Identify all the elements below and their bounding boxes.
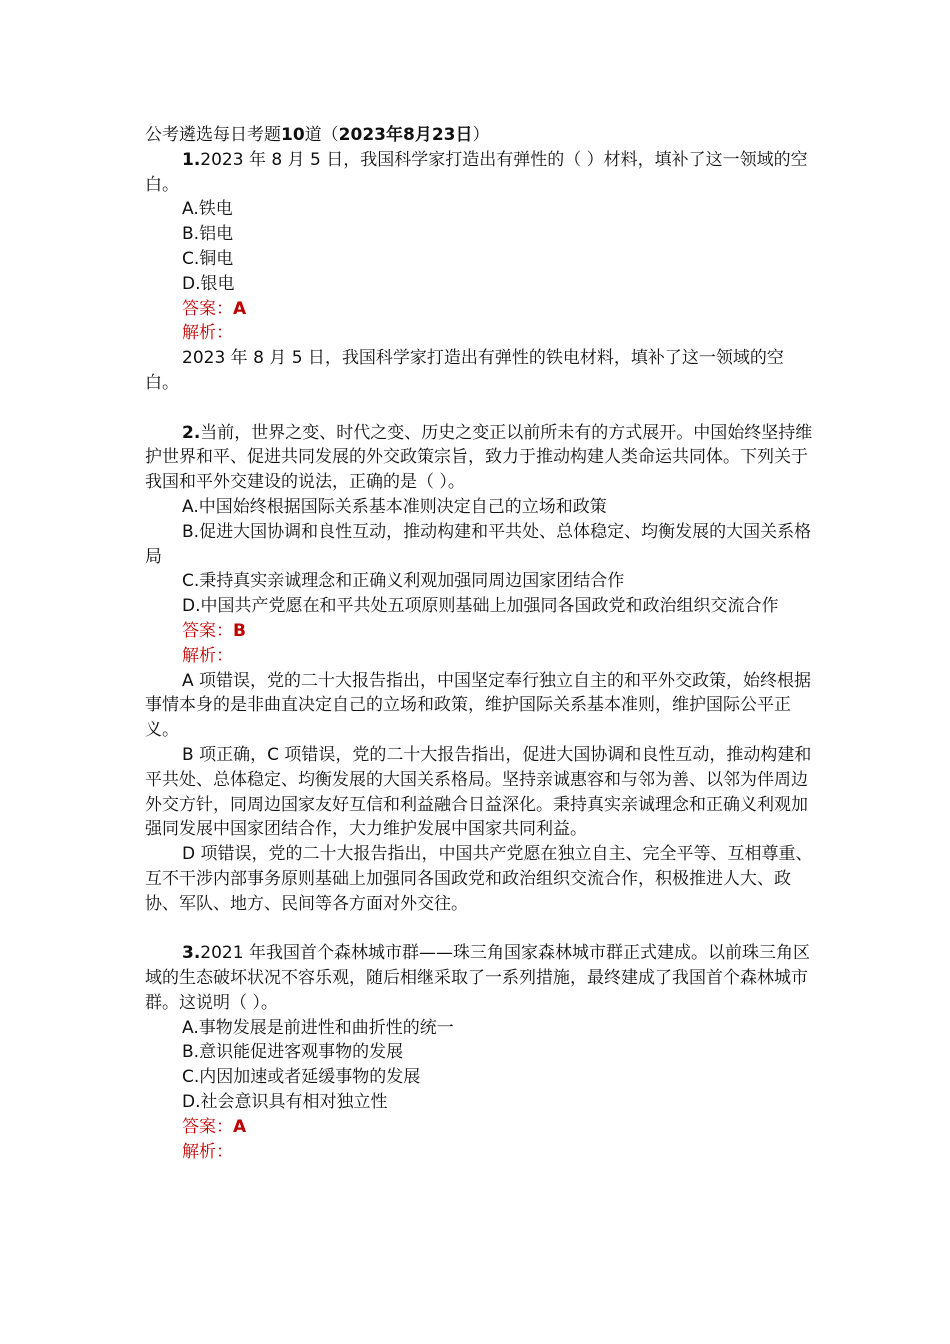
analysis-label: 解析： <box>182 323 233 344</box>
question-stem: 1.2023 年 8 月 5 日，我国科学家打造出有弹性的（ ）材料，填补了这一领域的空白。 <box>145 149 808 195</box>
question-stem: 2.当前，世界之变、时代之变、历史之变正以前所未有的方式展开。中国始终坚持维护世界和平、促进共同发展的外交政策宗旨，致力于推动构建人类命运共同体。下列关于我国和平外交建设的说法，正确的是（ ）。 <box>145 422 813 493</box>
analysis-text: 2023 年 8 月 5 日，我国科学家打造出有弹性的铁电材料，填补了这一领域的空白。 <box>145 348 784 393</box>
option-c: C.铜电 <box>182 248 234 269</box>
analysis-text: B 项正确，C 项错误，党的二十大报告指出，促进大国协调和良性互动，推动构建和平共处、总体稳定、均衡发展的大国关系格局。坚持亲诚惠容和与邻为善、以邻为伴周边外交方针，同周边国家友好互信和利益融合日益深化。秉持真实亲诚理念和正确义利观加强同发展中国家团结合作，大力维护发展中国家共同利益。 <box>145 744 812 840</box>
analysis-label: 解析： <box>182 1141 233 1162</box>
option-a: A.事物发展是前进性和曲折性的统一 <box>182 1017 454 1038</box>
question-stem: 3.2021 年我国首个森林城市群——珠三角国家森林城市群正式建成。以前珠三角区域的生态破坏状况不容乐观，随后相继采取了一系列措施，最终建成了我国首个森林城市群。这说明（ ）。 <box>145 943 810 1013</box>
question-2 <box>145 421 817 917</box>
option-a: A.中国始终根据国际关系基本准则决定自己的立场和政策 <box>182 496 607 517</box>
spacer <box>145 917 817 942</box>
document-title: 公考遴选每日考题10道（2023年8月23日） <box>145 125 490 145</box>
option-d: D.中国共产党愿在和平共处五项原则基础上加强同各国政党和政治组织交流合作 <box>182 596 779 617</box>
option-a: A.铁电 <box>182 199 233 220</box>
option-b: B.铝电 <box>182 224 234 245</box>
document-page <box>145 123 817 1164</box>
option-b: B.促进大国协调和良性互动，推动构建和平共处、总体稳定、均衡发展的大国关系格局 <box>145 521 812 567</box>
option-d: D.银电 <box>182 273 235 294</box>
analysis-text: D 项错误，党的二十大报告指出，中国共产党愿在独立自主、完全平等、互相尊重、互不干涉内部事务原则基础上加强同各国政党和政治组织交流合作，积极推进人大、政协、军队、地方、民间等各方面对外交往。 <box>145 844 813 914</box>
question-3 <box>145 941 817 1164</box>
option-c: C.秉持真实亲诚理念和正确义利观加强同周边国家团结合作 <box>182 571 625 592</box>
answer-line: 答案：B <box>182 620 246 641</box>
analysis-label: 解析： <box>182 645 233 666</box>
question-1 <box>145 148 817 396</box>
spacer <box>145 396 817 421</box>
answer-line: 答案：A <box>182 1116 247 1137</box>
analysis-text: A 项错误，党的二十大报告指出，中国坚定奉行独立自主的和平外交政策，始终根据事情本身的是非曲直决定自己的立场和政策，维护国际关系基本准则，维护国际公平正义。 <box>145 670 812 741</box>
option-d: D.社会意识具有相对独立性 <box>182 1092 388 1113</box>
answer-line: 答案：A <box>182 298 247 319</box>
option-b: B.意识能促进客观事物的发展 <box>182 1042 404 1063</box>
option-c: C.内因加速或者延缓事物的发展 <box>182 1067 421 1088</box>
